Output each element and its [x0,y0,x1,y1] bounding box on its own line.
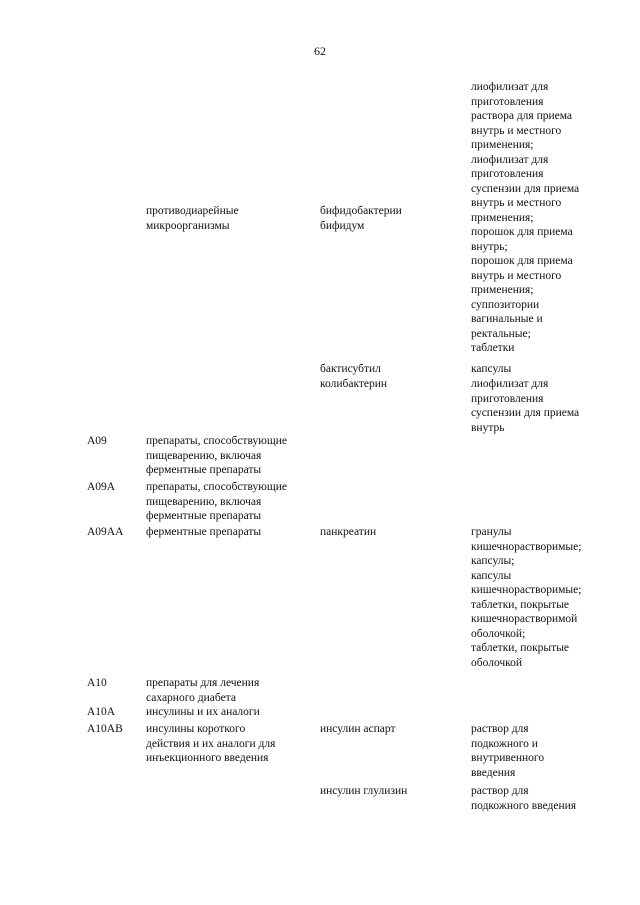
table-cell-code: A09A [87,481,116,493]
table-cell-name: противодиарейные микроорганизмы [146,205,239,232]
table-cell-forms: раствор для подкожного и внутривенного введения [471,723,545,779]
table-cell-code: A10A [87,706,116,718]
table-cell-forms: гранулы кишечнорастворимые; капсулы; капсулы кишечнорастворимые; таблетки, покрытые кишечнорастворимой оболочкой; таблетки, покрытые оболочкой [471,526,582,669]
page-number: 62 [314,44,326,58]
table-cell-drug: колибактерин [320,378,388,390]
table-cell-name: препараты, способствующие пищеварению, включая ферментные препараты [146,481,287,522]
table-cell-code: A10AB [87,723,123,735]
table-cell-drug: бифидобактерии бифидум [320,205,402,232]
table-cell-forms: лиофилизат для приготовления суспензии для приема внутрь [471,378,580,434]
table-cell-drug: инсулин аспарт [320,723,396,735]
table-cell-code: A09 [87,435,107,447]
table-cell-code: A10 [87,677,107,689]
table-cell-name: ферментные препараты [146,526,262,538]
table-cell-drug: бактисубтил [320,363,381,375]
table-cell-forms: капсулы [471,363,512,375]
table-cell-drug: инсулин глулизин [320,785,408,797]
table-cell-code: A09AA [87,526,124,538]
table-cell-forms: раствор для подкожного введения [471,785,577,812]
table-cell-name: инсулины и их аналоги [146,706,260,718]
table-cell-forms: лиофилизат для приготовления раствора для приема внутрь и местного применения; лиофилизат для приготовления суспензии для приема внутрь и местного применения; порошок для приема внутрь; порошок для приема внутрь и местного применения; суппозитории вагинальные и ректальные; таблетки [471,81,580,354]
table-cell-drug: панкреатин [320,526,377,538]
table-cell-name: препараты, способствующие пищеварению, включая ферментные препараты [146,435,287,476]
table-cell-name: инсулины короткого действия и их аналоги для инъекционного введения [146,723,276,764]
table-cell-name: препараты для лечения сахарного диабета [146,677,260,704]
